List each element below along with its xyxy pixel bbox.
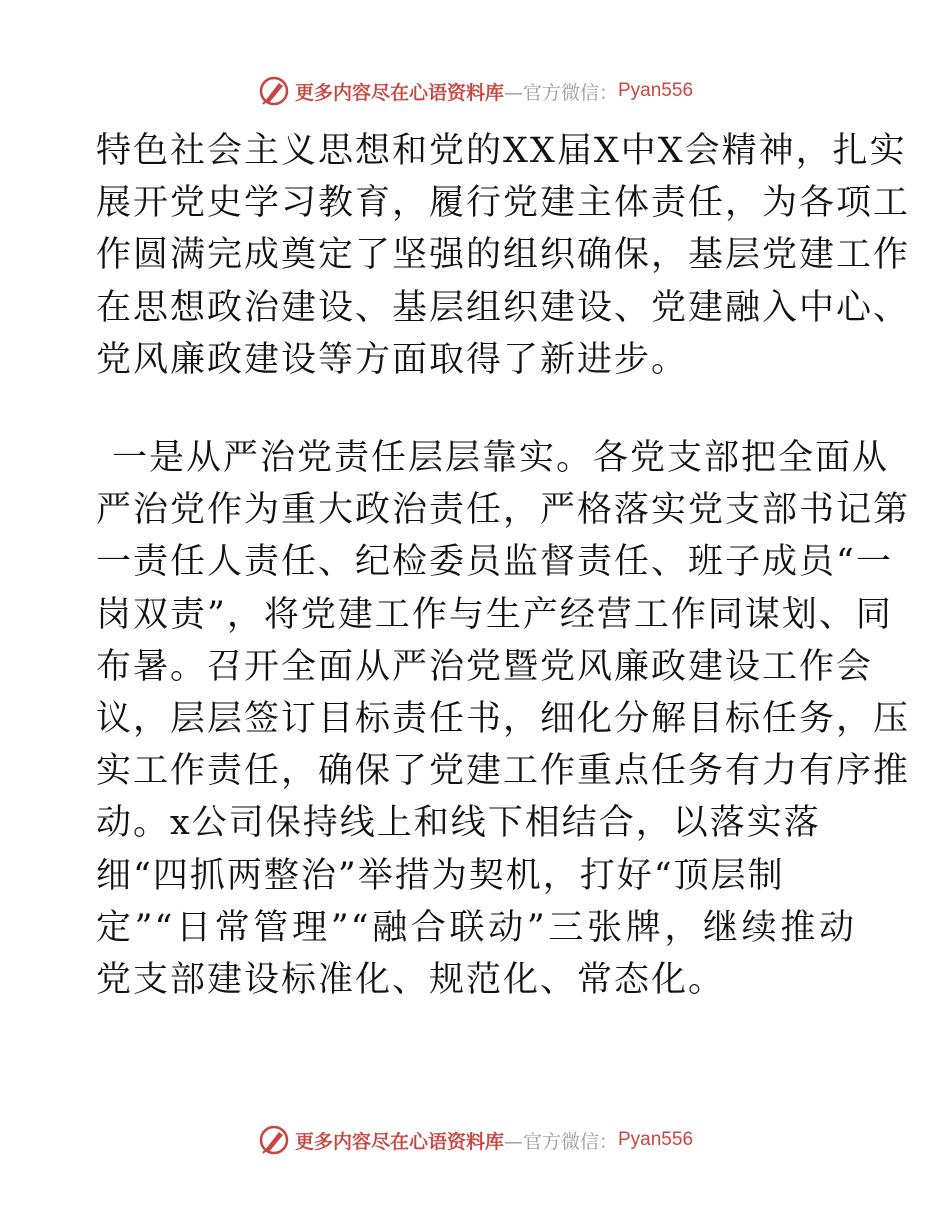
footer-banner [0, 1120, 950, 1160]
banner-brand-text: 更多内容尽在心语资料库 [294, 1130, 504, 1153]
paragraph-line: 实工作责任，确保了党建工作重点任务有力有序推 [96, 751, 911, 792]
paragraph-line: 布暑。召开全面从严治党暨党风廉政建设工作会 [96, 646, 874, 687]
paragraph-1 [96, 125, 911, 386]
paragraph-line: 展开党史学习教育，履行党建主体责任，为各项工 [96, 183, 911, 224]
paragraph-line: 特色社会主义思想和党的XX届X中X会精神，扎实 [96, 131, 907, 171]
paragraph-line: 党支部建设标准化、规范化、常态化。 [96, 960, 726, 1001]
banner-official-text: —官方微信： [503, 81, 618, 104]
paragraph-line: 岗双责”，将党建工作与生产经营工作同谋划、同 [96, 594, 893, 635]
paragraph-line: 定”“日常管理”“融合联动”三张牌，继续推动 [96, 907, 856, 948]
brush-logo-icon [257, 74, 291, 108]
paragraph-line: 一是从严治党责任层层靠实。各党支部把全面从 [112, 438, 890, 478]
banner-brand-text: 更多内容尽在心语资料库 [294, 81, 504, 104]
paragraph-line: 细“四抓两整治”举措为契机，打好“顶层制 [96, 855, 785, 896]
banner-wechat-id: Pyan556 [618, 1129, 694, 1150]
paragraph-line: 严治党作为重大政治责任，严格落实党支部书记第 [96, 490, 911, 531]
paragraph-line: 在思想政治建设、基层组织建设、党建融入中心、 [96, 287, 911, 328]
paragraph-2 [96, 432, 911, 1006]
brush-logo-icon [257, 1123, 291, 1157]
banner-official-text: —官方微信： [503, 1130, 618, 1153]
paragraph-line: 动。x公司保持线上和线下相结合，以落实落 [96, 803, 821, 844]
paragraph-line: 党风廉政建设等方面取得了新进步。 [96, 339, 689, 380]
paragraph-line: 作圆满完成奠定了坚强的组织确保，基层党建工作 [96, 235, 911, 276]
paragraph-line: 一责任人责任、纪检委员监督责任、班子成员“一 [96, 542, 893, 583]
header-banner [0, 71, 950, 111]
banner-wechat-id: Pyan556 [618, 80, 694, 101]
paragraph-line: 议，层层签订目标责任书，细化分解目标任务，压 [96, 699, 911, 740]
